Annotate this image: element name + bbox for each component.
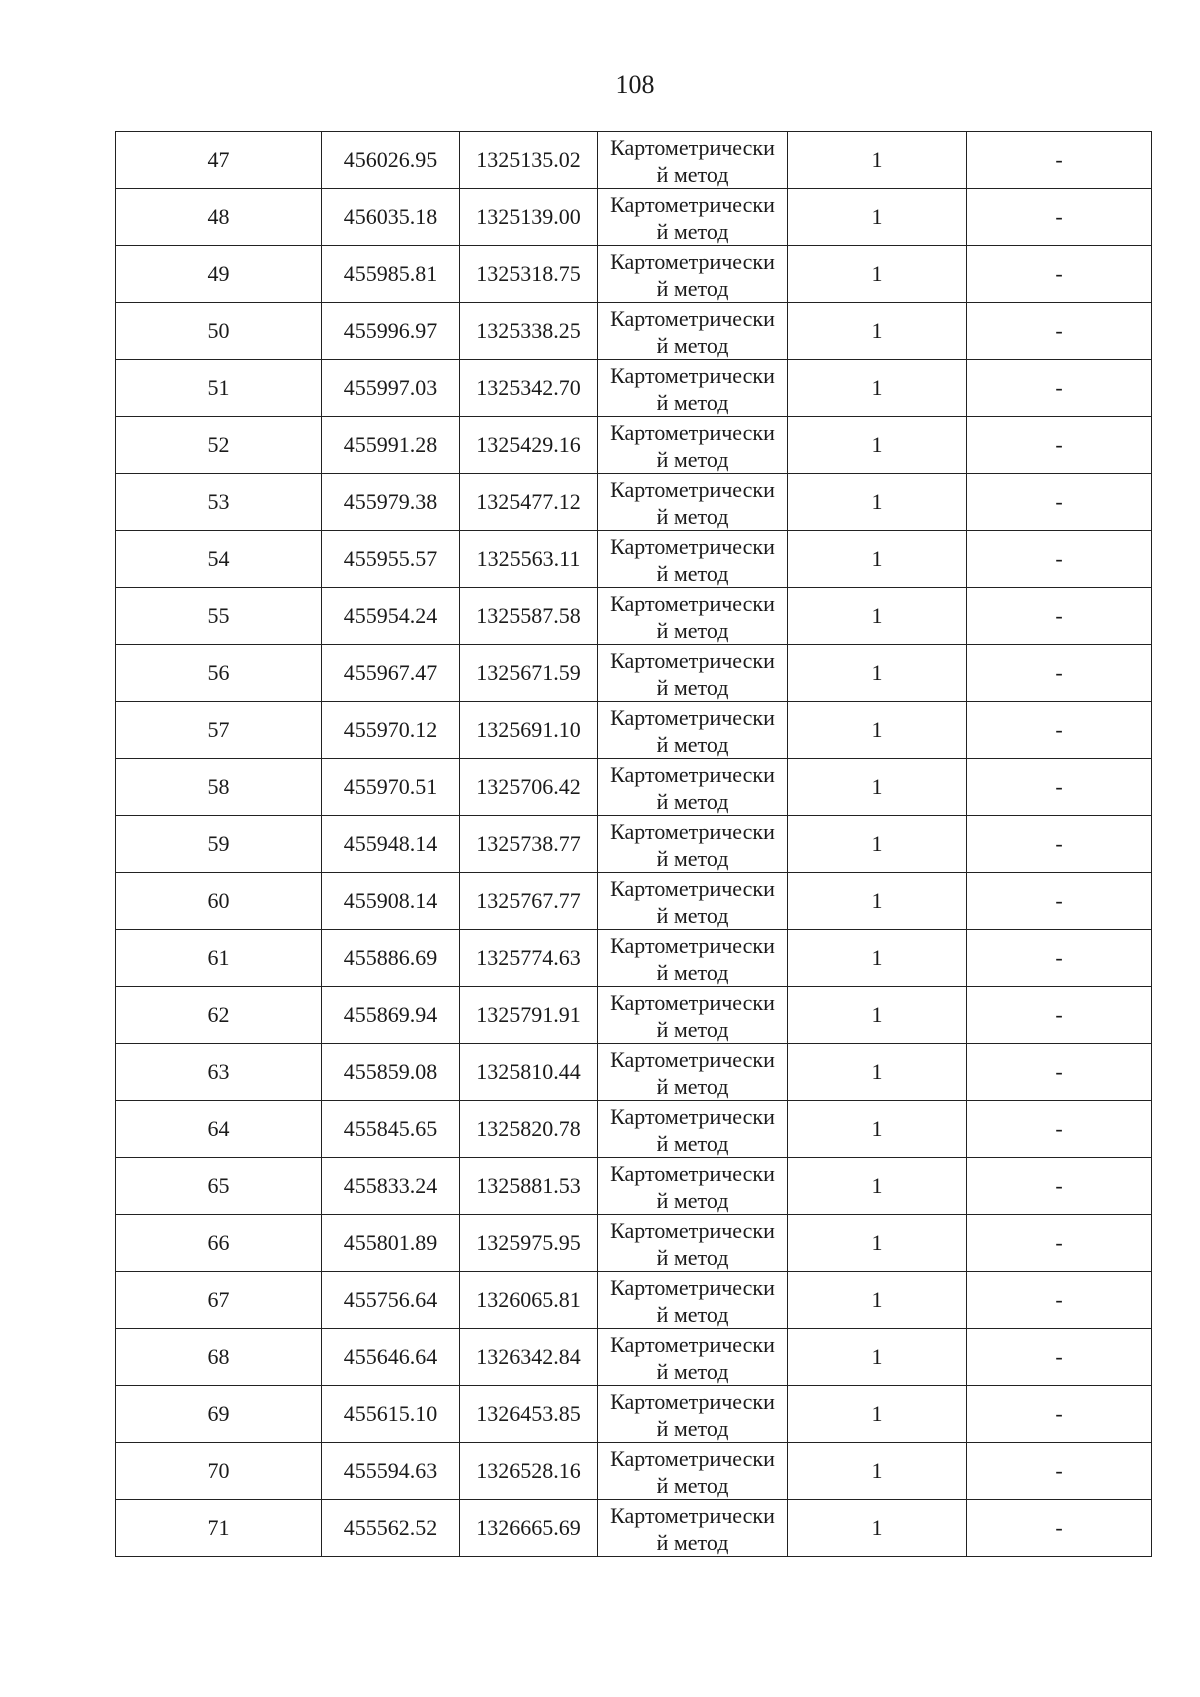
method-text-line-1: Картометрически bbox=[610, 762, 775, 787]
x-coordinate-cell: 455991.28 bbox=[322, 417, 460, 474]
note-cell: - bbox=[967, 360, 1152, 417]
method-text-line-1: Картометрически bbox=[610, 534, 775, 559]
note-cell: - bbox=[967, 1101, 1152, 1158]
x-coordinate-cell: 455948.14 bbox=[322, 816, 460, 873]
point-number-cell: 50 bbox=[116, 303, 322, 360]
method-text-line-1: Картометрически bbox=[610, 1104, 775, 1129]
point-number-cell: 48 bbox=[116, 189, 322, 246]
method-text-line-2: й метод bbox=[656, 960, 729, 985]
method-text-line-1: Картометрически bbox=[610, 1446, 775, 1471]
table-row bbox=[116, 474, 1152, 531]
table-row bbox=[116, 1158, 1152, 1215]
x-coordinate-cell: 455979.38 bbox=[322, 474, 460, 531]
note-cell: - bbox=[967, 246, 1152, 303]
point-number-cell: 47 bbox=[116, 132, 322, 189]
method-cell bbox=[598, 588, 788, 645]
x-coordinate-cell: 455594.63 bbox=[322, 1443, 460, 1500]
point-number-cell: 52 bbox=[116, 417, 322, 474]
point-number-cell: 70 bbox=[116, 1443, 322, 1500]
table-row bbox=[116, 531, 1152, 588]
x-coordinate-cell: 455970.51 bbox=[322, 759, 460, 816]
x-coordinate-cell: 455955.57 bbox=[322, 531, 460, 588]
point-number-cell: 69 bbox=[116, 1386, 322, 1443]
accuracy-cell: 1 bbox=[788, 189, 967, 246]
accuracy-cell: 1 bbox=[788, 417, 967, 474]
method-cell bbox=[598, 132, 788, 189]
method-text-line-2: й метод bbox=[656, 1473, 729, 1498]
note-cell: - bbox=[967, 645, 1152, 702]
point-number-cell: 64 bbox=[116, 1101, 322, 1158]
method-text-line-1: Картометрически bbox=[610, 1218, 775, 1243]
note-cell: - bbox=[967, 1329, 1152, 1386]
accuracy-cell: 1 bbox=[788, 930, 967, 987]
point-number-cell: 60 bbox=[116, 873, 322, 930]
point-number-cell: 67 bbox=[116, 1272, 322, 1329]
y-coordinate-cell: 1326528.16 bbox=[460, 1443, 598, 1500]
point-number-cell: 51 bbox=[116, 360, 322, 417]
method-text-line-2: й метод bbox=[656, 561, 729, 586]
note-cell: - bbox=[967, 474, 1152, 531]
method-text-line-2: й метод bbox=[656, 1131, 729, 1156]
method-text-line-2: й метод bbox=[656, 1416, 729, 1441]
point-number-cell: 66 bbox=[116, 1215, 322, 1272]
note-cell: - bbox=[967, 531, 1152, 588]
method-text-line-2: й метод bbox=[656, 504, 729, 529]
table-row bbox=[116, 1329, 1152, 1386]
y-coordinate-cell: 1325135.02 bbox=[460, 132, 598, 189]
point-number-cell: 68 bbox=[116, 1329, 322, 1386]
y-coordinate-cell: 1325738.77 bbox=[460, 816, 598, 873]
method-text-line-2: й метод bbox=[656, 1074, 729, 1099]
accuracy-cell: 1 bbox=[788, 1443, 967, 1500]
x-coordinate-cell: 455562.52 bbox=[322, 1500, 460, 1557]
table-row bbox=[116, 189, 1152, 246]
method-cell bbox=[598, 873, 788, 930]
x-coordinate-cell: 455833.24 bbox=[322, 1158, 460, 1215]
method-text-line-2: й метод bbox=[656, 1245, 729, 1270]
table-row bbox=[116, 1443, 1152, 1500]
method-text-line-1: Картометрически bbox=[610, 477, 775, 502]
x-coordinate-cell: 456026.95 bbox=[322, 132, 460, 189]
x-coordinate-cell: 455756.64 bbox=[322, 1272, 460, 1329]
table-row bbox=[116, 702, 1152, 759]
method-cell bbox=[598, 645, 788, 702]
method-text-line-2: й метод bbox=[656, 618, 729, 643]
y-coordinate-cell: 1326065.81 bbox=[460, 1272, 598, 1329]
method-text-line-2: й метод bbox=[656, 219, 729, 244]
table-row bbox=[116, 987, 1152, 1044]
note-cell: - bbox=[967, 1272, 1152, 1329]
method-text-line-2: й метод bbox=[656, 1530, 729, 1555]
accuracy-cell: 1 bbox=[788, 474, 967, 531]
x-coordinate-cell: 456035.18 bbox=[322, 189, 460, 246]
note-cell: - bbox=[967, 1443, 1152, 1500]
method-text-line-2: й метод bbox=[656, 789, 729, 814]
x-coordinate-cell: 455886.69 bbox=[322, 930, 460, 987]
method-cell bbox=[598, 987, 788, 1044]
table-row bbox=[116, 417, 1152, 474]
table-row bbox=[116, 645, 1152, 702]
method-text-line-2: й метод bbox=[656, 732, 729, 757]
method-text-line-1: Картометрически bbox=[610, 1275, 775, 1300]
point-number-cell: 56 bbox=[116, 645, 322, 702]
method-text-line-1: Картометрически bbox=[610, 1503, 775, 1528]
method-cell bbox=[598, 702, 788, 759]
method-cell bbox=[598, 1272, 788, 1329]
y-coordinate-cell: 1325820.78 bbox=[460, 1101, 598, 1158]
table-row bbox=[116, 246, 1152, 303]
accuracy-cell: 1 bbox=[788, 645, 967, 702]
method-text-line-2: й метод bbox=[656, 390, 729, 415]
method-cell bbox=[598, 417, 788, 474]
method-cell bbox=[598, 1044, 788, 1101]
x-coordinate-cell: 455646.64 bbox=[322, 1329, 460, 1386]
table-row bbox=[116, 303, 1152, 360]
method-text-line-1: Картометрически bbox=[610, 648, 775, 673]
table-row bbox=[116, 588, 1152, 645]
accuracy-cell: 1 bbox=[788, 816, 967, 873]
method-text-line-1: Картометрически bbox=[610, 933, 775, 958]
method-cell bbox=[598, 531, 788, 588]
accuracy-cell: 1 bbox=[788, 1215, 967, 1272]
accuracy-cell: 1 bbox=[788, 702, 967, 759]
accuracy-cell: 1 bbox=[788, 873, 967, 930]
note-cell: - bbox=[967, 189, 1152, 246]
accuracy-cell: 1 bbox=[788, 531, 967, 588]
y-coordinate-cell: 1325477.12 bbox=[460, 474, 598, 531]
method-cell bbox=[598, 1158, 788, 1215]
method-cell bbox=[598, 303, 788, 360]
point-number-cell: 62 bbox=[116, 987, 322, 1044]
table-body bbox=[116, 132, 1152, 1557]
accuracy-cell: 1 bbox=[788, 246, 967, 303]
accuracy-cell: 1 bbox=[788, 588, 967, 645]
accuracy-cell: 1 bbox=[788, 303, 967, 360]
note-cell: - bbox=[967, 759, 1152, 816]
method-text-line-2: й метод bbox=[656, 1359, 729, 1384]
point-number-cell: 65 bbox=[116, 1158, 322, 1215]
note-cell: - bbox=[967, 930, 1152, 987]
accuracy-cell: 1 bbox=[788, 1101, 967, 1158]
method-text-line-1: Картометрически bbox=[610, 705, 775, 730]
method-cell bbox=[598, 360, 788, 417]
table-row bbox=[116, 1272, 1152, 1329]
method-text-line-2: й метод bbox=[656, 675, 729, 700]
accuracy-cell: 1 bbox=[788, 132, 967, 189]
note-cell: - bbox=[967, 987, 1152, 1044]
method-text-line-2: й метод bbox=[656, 1188, 729, 1213]
method-text-line-1: Картометрически bbox=[610, 1389, 775, 1414]
y-coordinate-cell: 1325791.91 bbox=[460, 987, 598, 1044]
x-coordinate-cell: 455869.94 bbox=[322, 987, 460, 1044]
method-cell bbox=[598, 1443, 788, 1500]
method-text-line-1: Картометрически bbox=[610, 420, 775, 445]
y-coordinate-cell: 1325587.58 bbox=[460, 588, 598, 645]
method-text-line-1: Картометрически bbox=[610, 192, 775, 217]
note-cell: - bbox=[967, 417, 1152, 474]
y-coordinate-cell: 1325881.53 bbox=[460, 1158, 598, 1215]
y-coordinate-cell: 1325767.77 bbox=[460, 873, 598, 930]
x-coordinate-cell: 455801.89 bbox=[322, 1215, 460, 1272]
point-number-cell: 53 bbox=[116, 474, 322, 531]
accuracy-cell: 1 bbox=[788, 1044, 967, 1101]
x-coordinate-cell: 455845.65 bbox=[322, 1101, 460, 1158]
table-row bbox=[116, 132, 1152, 189]
accuracy-cell: 1 bbox=[788, 1329, 967, 1386]
note-cell: - bbox=[967, 1386, 1152, 1443]
method-text-line-1: Картометрически bbox=[610, 591, 775, 616]
method-text-line-1: Картометрически bbox=[610, 1161, 775, 1186]
method-cell bbox=[598, 474, 788, 531]
method-text-line-1: Картометрически bbox=[610, 1332, 775, 1357]
method-cell bbox=[598, 930, 788, 987]
point-number-cell: 61 bbox=[116, 930, 322, 987]
method-text-line-1: Картометрически bbox=[610, 249, 775, 274]
y-coordinate-cell: 1325671.59 bbox=[460, 645, 598, 702]
point-number-cell: 54 bbox=[116, 531, 322, 588]
accuracy-cell: 1 bbox=[788, 1386, 967, 1443]
method-text-line-2: й метод bbox=[656, 162, 729, 187]
table-row bbox=[116, 1500, 1152, 1557]
accuracy-cell: 1 bbox=[788, 759, 967, 816]
x-coordinate-cell: 455985.81 bbox=[322, 246, 460, 303]
method-text-line-1: Картометрически bbox=[610, 363, 775, 388]
x-coordinate-cell: 455615.10 bbox=[322, 1386, 460, 1443]
note-cell: - bbox=[967, 1158, 1152, 1215]
method-cell bbox=[598, 1101, 788, 1158]
y-coordinate-cell: 1325810.44 bbox=[460, 1044, 598, 1101]
note-cell: - bbox=[967, 303, 1152, 360]
note-cell: - bbox=[967, 588, 1152, 645]
method-cell bbox=[598, 189, 788, 246]
point-number-cell: 59 bbox=[116, 816, 322, 873]
method-cell bbox=[598, 1215, 788, 1272]
method-text-line-1: Картометрически bbox=[610, 876, 775, 901]
x-coordinate-cell: 455970.12 bbox=[322, 702, 460, 759]
method-cell bbox=[598, 1329, 788, 1386]
y-coordinate-cell: 1325139.00 bbox=[460, 189, 598, 246]
x-coordinate-cell: 455954.24 bbox=[322, 588, 460, 645]
note-cell: - bbox=[967, 873, 1152, 930]
method-text-line-2: й метод bbox=[656, 846, 729, 871]
x-coordinate-cell: 455908.14 bbox=[322, 873, 460, 930]
y-coordinate-cell: 1325563.11 bbox=[460, 531, 598, 588]
y-coordinate-cell: 1325338.25 bbox=[460, 303, 598, 360]
table-row bbox=[116, 816, 1152, 873]
x-coordinate-cell: 455859.08 bbox=[322, 1044, 460, 1101]
note-cell: - bbox=[967, 816, 1152, 873]
accuracy-cell: 1 bbox=[788, 1500, 967, 1557]
method-text-line-2: й метод bbox=[656, 1017, 729, 1042]
note-cell: - bbox=[967, 1044, 1152, 1101]
x-coordinate-cell: 455997.03 bbox=[322, 360, 460, 417]
note-cell: - bbox=[967, 132, 1152, 189]
x-coordinate-cell: 455996.97 bbox=[322, 303, 460, 360]
table-row bbox=[116, 1386, 1152, 1443]
y-coordinate-cell: 1325318.75 bbox=[460, 246, 598, 303]
point-number-cell: 49 bbox=[116, 246, 322, 303]
table-row bbox=[116, 759, 1152, 816]
method-text-line-1: Картометрически bbox=[610, 135, 775, 160]
method-text-line-2: й метод bbox=[656, 447, 729, 472]
method-text-line-1: Картометрически bbox=[610, 990, 775, 1015]
note-cell: - bbox=[967, 1500, 1152, 1557]
table-row bbox=[116, 1044, 1152, 1101]
y-coordinate-cell: 1325342.70 bbox=[460, 360, 598, 417]
accuracy-cell: 1 bbox=[788, 987, 967, 1044]
method-text-line-2: й метод bbox=[656, 333, 729, 358]
table-row bbox=[116, 360, 1152, 417]
accuracy-cell: 1 bbox=[788, 1272, 967, 1329]
accuracy-cell: 1 bbox=[788, 360, 967, 417]
y-coordinate-cell: 1325774.63 bbox=[460, 930, 598, 987]
y-coordinate-cell: 1326342.84 bbox=[460, 1329, 598, 1386]
point-number-cell: 58 bbox=[116, 759, 322, 816]
coordinates-table bbox=[115, 131, 1152, 1557]
method-text-line-1: Картометрически bbox=[610, 1047, 775, 1072]
point-number-cell: 71 bbox=[116, 1500, 322, 1557]
table-row bbox=[116, 1101, 1152, 1158]
table-row bbox=[116, 873, 1152, 930]
method-text-line-2: й метод bbox=[656, 903, 729, 928]
method-cell bbox=[598, 759, 788, 816]
point-number-cell: 57 bbox=[116, 702, 322, 759]
method-cell bbox=[598, 816, 788, 873]
method-cell bbox=[598, 1386, 788, 1443]
point-number-cell: 63 bbox=[116, 1044, 322, 1101]
x-coordinate-cell: 455967.47 bbox=[322, 645, 460, 702]
method-text-line-1: Картометрически bbox=[610, 306, 775, 331]
y-coordinate-cell: 1326665.69 bbox=[460, 1500, 598, 1557]
y-coordinate-cell: 1325706.42 bbox=[460, 759, 598, 816]
table-row bbox=[116, 1215, 1152, 1272]
page-number: 108 bbox=[615, 70, 655, 99]
y-coordinate-cell: 1325691.10 bbox=[460, 702, 598, 759]
y-coordinate-cell: 1325975.95 bbox=[460, 1215, 598, 1272]
method-cell bbox=[598, 1500, 788, 1557]
accuracy-cell: 1 bbox=[788, 1158, 967, 1215]
table-row bbox=[116, 930, 1152, 987]
y-coordinate-cell: 1326453.85 bbox=[460, 1386, 598, 1443]
point-number-cell: 55 bbox=[116, 588, 322, 645]
method-text-line-1: Картометрически bbox=[610, 819, 775, 844]
y-coordinate-cell: 1325429.16 bbox=[460, 417, 598, 474]
method-cell bbox=[598, 246, 788, 303]
method-text-line-2: й метод bbox=[656, 1302, 729, 1327]
note-cell: - bbox=[967, 1215, 1152, 1272]
method-text-line-2: й метод bbox=[656, 276, 729, 301]
note-cell: - bbox=[967, 702, 1152, 759]
